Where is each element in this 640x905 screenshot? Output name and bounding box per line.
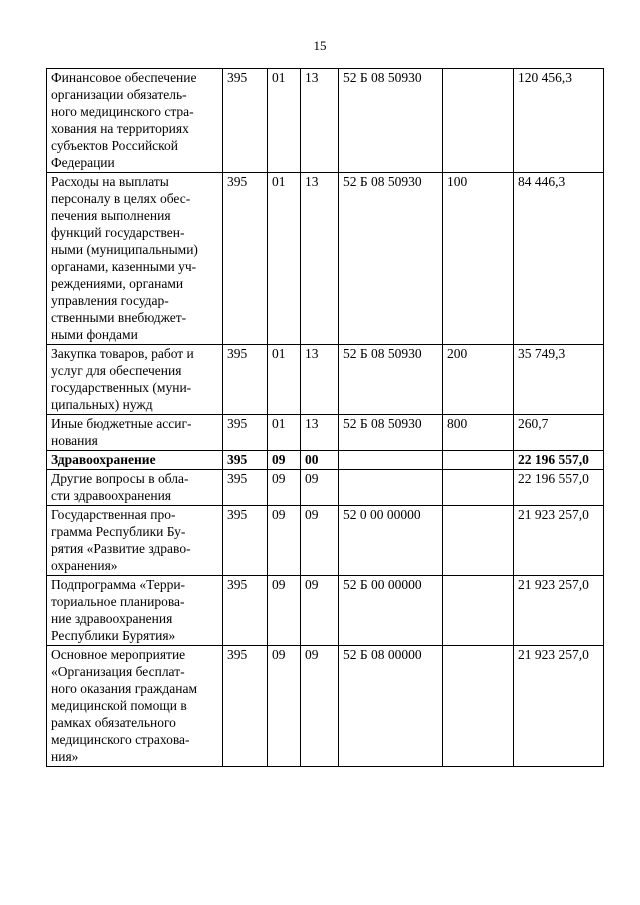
- row-name-line: органами, казенными уч-: [51, 259, 197, 274]
- row-name-cell: [47, 415, 223, 451]
- row-name-line: ние здравоохранения: [51, 611, 173, 626]
- row-name-line: рамках обязательного: [51, 715, 176, 730]
- row-name-line: сти здравоохранения: [51, 488, 172, 503]
- section-cell: 01: [268, 69, 301, 173]
- expense-type-cell: [443, 646, 514, 767]
- expense-type-cell: 800: [443, 415, 514, 451]
- row-name-cell: [47, 576, 223, 646]
- grbs-cell: 395: [223, 576, 268, 646]
- expense-type-cell: 200: [443, 345, 514, 415]
- row-name-line: печения выполнения: [51, 208, 171, 223]
- amount-cell: 21 923 257,0: [514, 506, 604, 576]
- grbs-cell: 395: [223, 470, 268, 506]
- table-row: [47, 415, 604, 451]
- subsection-cell: 09: [301, 506, 339, 576]
- grbs-cell: 395: [223, 646, 268, 767]
- row-name-line: ципальных) нужд: [51, 397, 153, 412]
- row-name-line: управления государ-: [51, 293, 169, 308]
- row-name-line: медицинской помощи в: [51, 698, 187, 713]
- row-name-line: Закупка товаров, работ и: [51, 346, 194, 361]
- target-article-cell: 52 Б 08 50930: [339, 345, 443, 415]
- row-name-line: хования на территориях: [51, 121, 189, 136]
- expense-type-cell: [443, 69, 514, 173]
- row-name-line: персоналу в целях обес-: [51, 191, 191, 206]
- row-name-line: грамма Республики Бу-: [51, 524, 186, 539]
- grbs-cell: 395: [223, 415, 268, 451]
- amount-cell: 22 196 557,0: [514, 470, 604, 506]
- amount-cell: 84 446,3: [514, 173, 604, 345]
- subsection-cell: 13: [301, 415, 339, 451]
- page-number: 15: [313, 38, 327, 53]
- subsection-cell: 09: [301, 646, 339, 767]
- amount-cell: 21 923 257,0: [514, 646, 604, 767]
- row-name-line: Подпрограмма «Терри-: [51, 577, 186, 592]
- amount-cell: 21 923 257,0: [514, 576, 604, 646]
- subsection-cell: 09: [301, 576, 339, 646]
- expense-type-cell: [443, 576, 514, 646]
- grbs-cell: 395: [223, 345, 268, 415]
- section-cell: 09: [268, 451, 301, 470]
- section-cell: 09: [268, 506, 301, 576]
- row-name-line: Финансовое обеспечение: [51, 70, 197, 85]
- expense-type-cell: [443, 506, 514, 576]
- grbs-cell: 395: [223, 173, 268, 345]
- table-row: [47, 173, 604, 345]
- grbs-cell: 395: [223, 506, 268, 576]
- target-article-cell: 52 Б 00 00000: [339, 576, 443, 646]
- expense-type-cell: 100: [443, 173, 514, 345]
- target-article-cell: 52 Б 08 00000: [339, 646, 443, 767]
- target-article-cell: 52 Б 08 50930: [339, 69, 443, 173]
- row-name-line: Основное мероприятие: [51, 647, 186, 662]
- table-row: [47, 506, 604, 576]
- expense-type-cell: [443, 470, 514, 506]
- target-article-cell: 52 0 00 00000: [339, 506, 443, 576]
- amount-cell: 22 196 557,0: [514, 451, 604, 470]
- table-row: [47, 451, 604, 470]
- table-row: [47, 646, 604, 767]
- row-name-line: Республики Бурятия»: [51, 628, 176, 643]
- row-name-line: нования: [51, 433, 98, 448]
- row-name-line: ными (муниципальными): [51, 242, 198, 257]
- grbs-cell: 395: [223, 69, 268, 173]
- row-name-line: ственными внебюджет-: [51, 310, 187, 325]
- row-name-line: реждениями, органами: [51, 276, 184, 291]
- row-name-cell: [47, 506, 223, 576]
- budget-table: [46, 68, 604, 767]
- target-article-cell: [339, 451, 443, 470]
- row-name-line: Федерации: [51, 155, 115, 170]
- section-cell: 09: [268, 470, 301, 506]
- row-name-line: государственных (муни-: [51, 380, 192, 395]
- section-cell: 01: [268, 173, 301, 345]
- row-name-cell: [47, 451, 223, 470]
- row-name-cell: [47, 470, 223, 506]
- row-name-line: субъектов Российской: [51, 138, 179, 153]
- row-name-line: ного оказания гражданам: [51, 681, 197, 696]
- table-row: [47, 470, 604, 506]
- row-name-line: медицинского страхова-: [51, 732, 190, 747]
- amount-cell: 260,7: [514, 415, 604, 451]
- target-article-cell: [339, 470, 443, 506]
- target-article-cell: 52 Б 08 50930: [339, 173, 443, 345]
- amount-cell: 35 749,3: [514, 345, 604, 415]
- row-name-line: Другие вопросы в обла-: [51, 471, 189, 486]
- row-name-line: организации обязатель-: [51, 87, 187, 102]
- row-name-line: Государственная про-: [51, 507, 176, 522]
- row-name-line: услуг для обеспечения: [51, 363, 182, 378]
- subsection-cell: 00: [301, 451, 339, 470]
- row-name-line: Расходы на выплаты: [51, 174, 169, 189]
- row-name-line: функций государствен-: [51, 225, 185, 240]
- section-cell: 01: [268, 415, 301, 451]
- table-row: [47, 576, 604, 646]
- subsection-cell: 09: [301, 470, 339, 506]
- table-row: [47, 69, 604, 173]
- amount-cell: 120 456,3: [514, 69, 604, 173]
- subsection-cell: 13: [301, 345, 339, 415]
- row-name-line: Здравоохранение: [51, 452, 156, 467]
- row-name-cell: [47, 646, 223, 767]
- row-name-line: ного медицинского стра-: [51, 104, 194, 119]
- section-cell: 01: [268, 345, 301, 415]
- row-name-line: ториальное планирова-: [51, 594, 185, 609]
- expense-type-cell: [443, 451, 514, 470]
- row-name-cell: [47, 69, 223, 173]
- section-cell: 09: [268, 646, 301, 767]
- grbs-cell: 395: [223, 451, 268, 470]
- row-name-line: охранения»: [51, 558, 118, 573]
- row-name-line: ния»: [51, 749, 79, 764]
- row-name-line: ными фондами: [51, 327, 138, 342]
- subsection-cell: 13: [301, 69, 339, 173]
- table-row: [47, 345, 604, 415]
- row-name-line: Иные бюджетные ассиг-: [51, 416, 192, 431]
- row-name-cell: [47, 173, 223, 345]
- row-name-line: «Организация бесплат-: [51, 664, 185, 679]
- section-cell: 09: [268, 576, 301, 646]
- row-name-line: рятия «Развитие здраво-: [51, 541, 191, 556]
- row-name-cell: [47, 345, 223, 415]
- subsection-cell: 13: [301, 173, 339, 345]
- target-article-cell: 52 Б 08 50930: [339, 415, 443, 451]
